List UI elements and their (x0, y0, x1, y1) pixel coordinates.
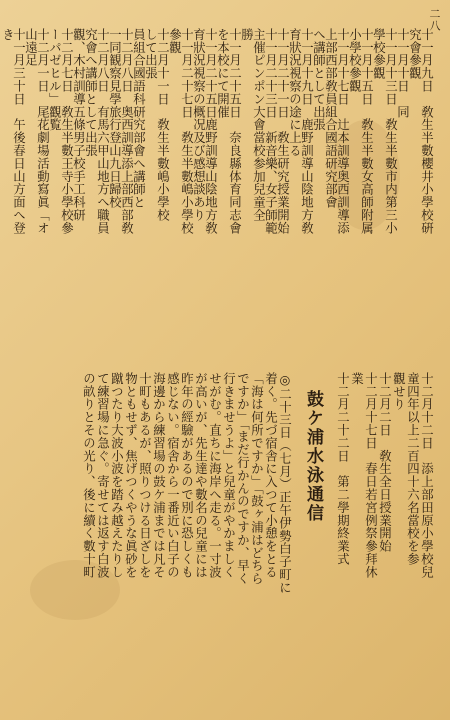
entry-line: して出張 (143, 28, 159, 80)
article-line: 海邊から練習場の鼓ケ浦までは凡そ (151, 372, 167, 579)
article-line: せがむ。直ちに海岸へ走る。一寸波 (207, 372, 223, 579)
entry-line: 員組合國語科研究部會へ講師と (131, 28, 147, 209)
entry-line: 業 (349, 372, 365, 385)
entry-line: 勝 (239, 28, 255, 41)
entry-line: へ講師として出張 (311, 28, 327, 132)
entry-line: 十二月一日 尾花劇場活動寫眞「オ (35, 28, 51, 235)
entry-line: を本校にて開催 (215, 28, 231, 119)
article-line: 行きませうよ」と兒童がやかましく (221, 372, 237, 579)
entry-line: 十一月十九日 鹿野訓導山陰地方敎 (299, 28, 315, 235)
entry-line: 十二月八日 有馬六甲山地方へ職員 (95, 28, 111, 235)
entry-line: 十二月二十二日 第二學期終業式 (335, 372, 351, 566)
entry-line: ーパゼヒル」觀覧 (47, 28, 63, 132)
entry-line: 十一月十三日 敎生半數市内第三小 (383, 28, 399, 235)
entry-line: 十一月十七日 辻本訓導奥西訓導添 (335, 28, 351, 235)
article-line: が高いが、先生達や數名の兒童には (193, 372, 209, 579)
entry-line: 十一月二十七日 敎生半數嶋小學校 (179, 28, 195, 235)
article-line: ですか」「まだ行かんのですか、早く (235, 372, 251, 586)
entry-line: 小學校參觀 (347, 28, 363, 93)
article-line: 着く。先づ宿舎に入つて小憩をとる (263, 372, 279, 579)
entry-line: 十一月九日 敎生半數櫻井小學校硏 (419, 28, 435, 235)
entry-line: 上部西部敎員組合國語研究部會 (323, 28, 339, 209)
entry-line: 山遠足 (23, 28, 39, 67)
entry-line: 究會へ講師として出張 (83, 28, 99, 157)
entry-line: 十二月七日 敎生半數王寺小學校參 (59, 28, 75, 235)
entry-line: 十二月八日 奥西訓導添上部西部敎 (119, 28, 135, 235)
entry-line: 學校參觀 (371, 28, 387, 80)
entry-line: 觀せり (391, 372, 407, 411)
entry-line: 究會參觀 (407, 28, 423, 80)
entry-line: 育狀況視察の途に上る (287, 28, 303, 157)
entry-line: 十一月二十一日 敎生研究授業開始 (275, 28, 291, 235)
article-line: 「海は何所ですか」「鼓ヶ浦はどちら (249, 372, 265, 586)
article-line: 感じない。宿舎から一番近い白子の (165, 372, 181, 579)
article-line: ◎二十三日（七月）正午伊勢白子町に (277, 372, 293, 594)
entry-line: 十一月十日 同 (395, 28, 411, 119)
entry-line: 十二月十一日 敎生半數嶋小學校 (155, 28, 171, 222)
entry-line: 十一月二十五日鹿野訓導山陰地方敎 (203, 28, 219, 235)
entry-line: 參觀 (167, 28, 183, 54)
article-line: の畝りとその光り、後に續く數十町 (81, 372, 97, 579)
entry-line: 十二月二日 敎生全日授業開始 (377, 372, 393, 553)
article-line: 十町もあるが、照りつける日ざしを (137, 372, 153, 579)
article-line: 昨年の經驗があるので別に恐しくも (179, 372, 195, 579)
entry-line: 十一月十五日 敎生半數女高師附属 (359, 28, 375, 235)
page-number: 二八 (428, 8, 441, 32)
article-title: 鼓ケ浦水泳通信 (303, 390, 323, 523)
entry-line: き (0, 28, 16, 41)
article-line: て練習場に急ぐ。寄せては返す白波 (95, 372, 111, 579)
entry-line: 主催ピンポン大會當校参加兒童全 (251, 28, 267, 222)
article-line: 蹴つたり大波小波を踏み越えたりし (109, 372, 125, 579)
article-line: 物ともせず、焦げつくやうな眞砂を (123, 372, 139, 579)
entry-line: 十二月十二日 添上部田原小學校兒 (419, 372, 435, 579)
entry-line: 一同観察見學旅行登山九日歸校 (107, 28, 123, 209)
entry-line: 觀、木村訓導五條男子校手工科研 (71, 28, 87, 222)
entry-line: 十一月二十五日 奈良縣体育同志會 (227, 28, 243, 235)
entry-line: 十一月三十日 午後春日山方面へ登 (11, 28, 27, 235)
entry-line: 十一月二十三日 新音樂、女子師範 (263, 28, 279, 235)
entry-line: 十二月十七日 春日若宮例祭參拜休 (363, 372, 379, 579)
entry-line: 童四年以上二百四十六名當校を参 (405, 372, 421, 566)
entry-line: 育狀況視察の概况及び感想談あり (191, 28, 207, 222)
